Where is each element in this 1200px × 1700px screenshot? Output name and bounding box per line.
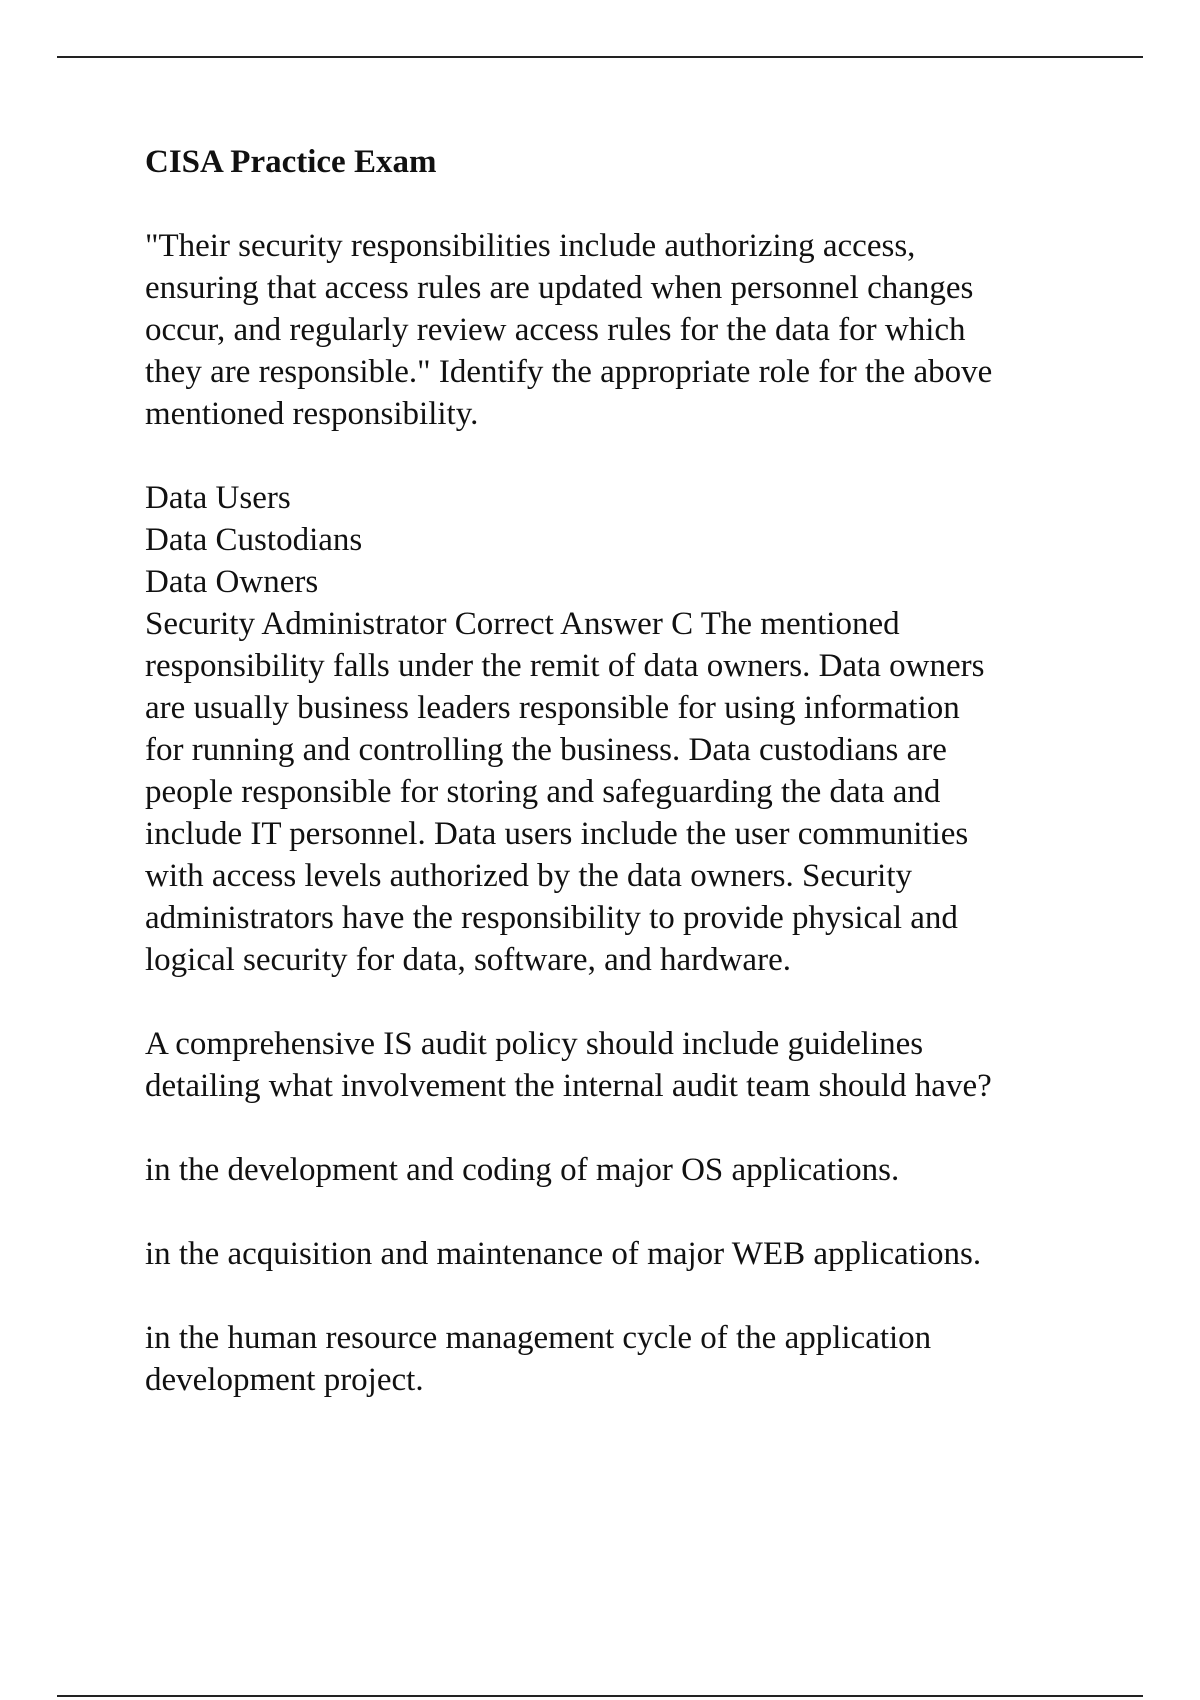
answer-explanation-line: logical security for data, software, and hardware. <box>145 942 791 978</box>
option-b <box>145 1233 1145 1275</box>
answer-explanation-line: responsibility falls under the remit of data owners. Data owners <box>145 648 985 684</box>
option-a-line: in the development and coding of major OS applications. <box>145 1152 900 1188</box>
answer-explanation-line: administrators have the responsibility to provide physical and <box>145 900 958 936</box>
question-1-line: they are responsible." Identify the appropriate role for the above <box>145 354 993 390</box>
question-2-line: A comprehensive IS audit policy should include guidelines <box>145 1026 924 1062</box>
document-body <box>145 141 1145 1443</box>
option-c-line: in the human resource management cycle of the application <box>145 1320 932 1356</box>
answer-explanation-line: include IT personnel. Data users include the user communities <box>145 816 969 852</box>
answer-block-1 <box>145 477 1145 981</box>
question-1-line: mentioned responsibility. <box>145 396 479 432</box>
question-1-text <box>145 225 1145 435</box>
option-c-line: development project. <box>145 1362 424 1398</box>
option-a <box>145 1149 1145 1191</box>
document-title: CISA Practice Exam <box>145 144 437 180</box>
answer-explanation-line: are usually business leaders responsible for using information <box>145 690 960 726</box>
option-b-line: in the acquisition and maintenance of major WEB applications. <box>145 1236 982 1272</box>
question-2-text <box>145 1023 1145 1107</box>
answer-explanation-line: Security Administrator Correct Answer C The mentioned <box>145 606 900 642</box>
option-c <box>145 1317 1145 1401</box>
answer-explanation-line: with access levels authorized by the data owners. Security <box>145 858 912 894</box>
answer-explanation-line: for running and controlling the business. Data custodians are <box>145 732 947 768</box>
option-line: Data Users <box>145 480 291 516</box>
option-line: Data Custodians <box>145 522 363 558</box>
question-1-line: ensuring that access rules are updated when personnel changes <box>145 270 974 306</box>
option-line: Data Owners <box>145 564 319 600</box>
top-rule <box>57 56 1143 58</box>
question-1-line: "Their security responsibilities include authorizing access, <box>145 228 916 264</box>
bottom-rule <box>57 1695 1143 1697</box>
question-2-line: detailing what involvement the internal audit team should have? <box>145 1068 992 1104</box>
question-1-line: occur, and regularly review access rules for the data for which <box>145 312 966 348</box>
answer-explanation-line: people responsible for storing and safeguarding the data and <box>145 774 941 810</box>
